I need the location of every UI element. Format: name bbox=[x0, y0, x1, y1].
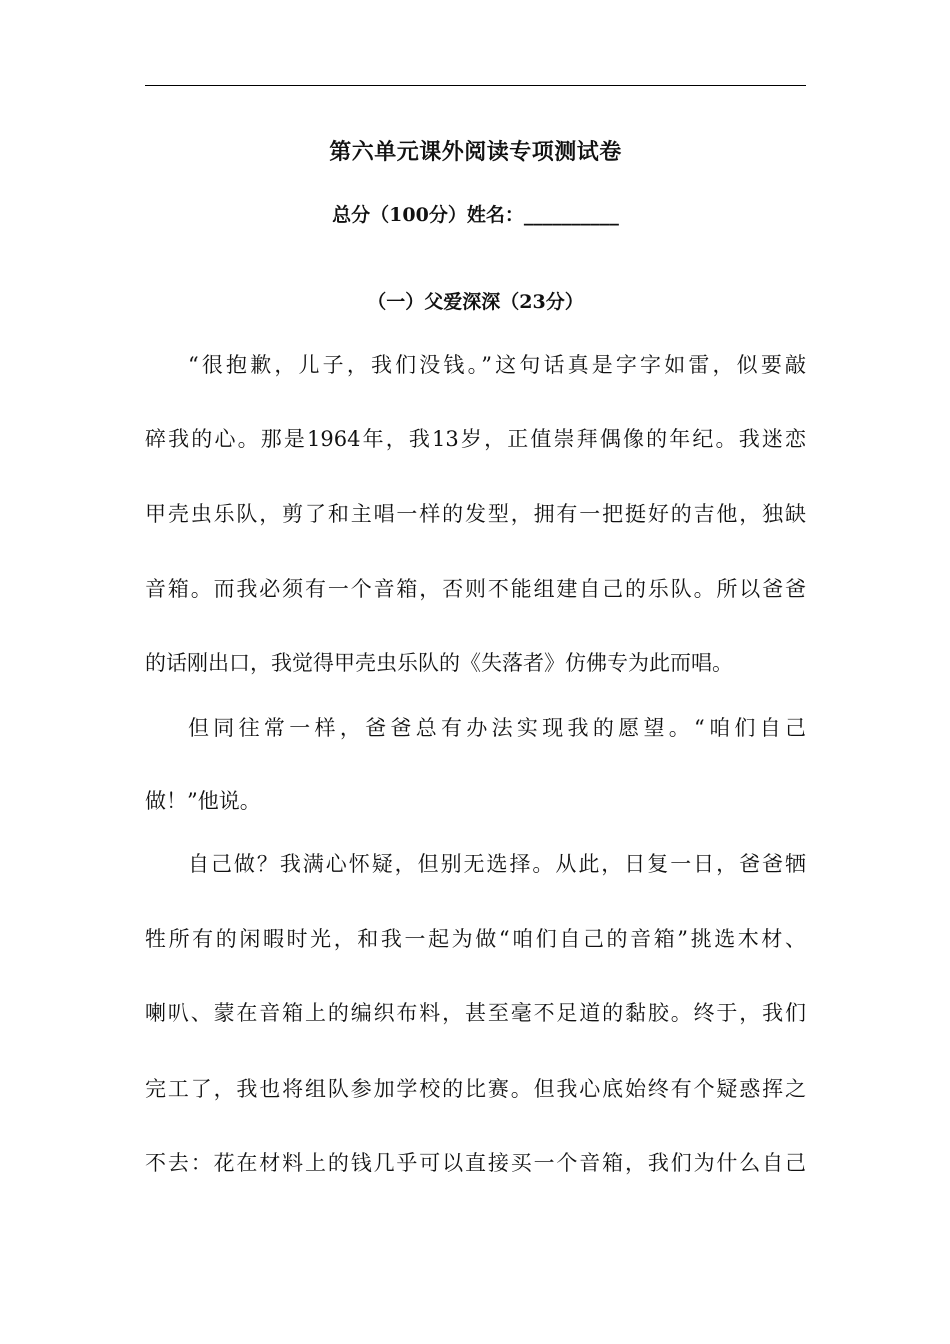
paragraph-line: 不去：花在材料上的钱几乎可以直接买一个音箱，我们为什么自己 bbox=[145, 1151, 806, 1175]
paragraph-line: 碎我的心。那是1964年，我13岁，正值崇拜偶像的年纪。我迷恋 bbox=[145, 427, 806, 451]
score-name-line: 总分（100分）姓名：__________ bbox=[332, 204, 619, 226]
paragraph-line: 的话刚出口，我觉得甲壳虫乐队的《失落者》仿佛专为此而唱。 bbox=[145, 651, 733, 675]
header-rule bbox=[145, 85, 806, 86]
section-heading: （一）父爱深深（23分） bbox=[367, 291, 584, 313]
paragraph-line: 牲所有的闲暇时光，和我一起为做“咱们自己的音箱”挑选木材、 bbox=[145, 927, 806, 951]
paragraph-line: 音箱。而我必须有一个音箱，否则不能组建自己的乐队。所以爸爸 bbox=[145, 577, 806, 601]
page-title: 第六单元课外阅读专项测试卷 bbox=[329, 139, 622, 165]
paragraph-line: 喇叭、蒙在音箱上的编织布料，甚至毫不足道的黏胶。终于，我们 bbox=[145, 1001, 806, 1025]
paragraph-line: 自己做？我满心怀疑，但别无选择。从此，日复一日，爸爸牺 bbox=[188, 852, 806, 876]
paragraph-line: 完工了，我也将组队参加学校的比赛。但我心底始终有个疑惑挥之 bbox=[145, 1077, 806, 1101]
paragraph-line: 但同往常一样，爸爸总有办法实现我的愿望。“咱们自己 bbox=[188, 716, 806, 740]
paragraph-line: 做！”他说。 bbox=[145, 789, 261, 813]
paragraph-line: “很抱歉，儿子，我们没钱。”这句话真是字字如雷，似要敲 bbox=[188, 353, 806, 377]
paragraph-line: 甲壳虫乐队，剪了和主唱一样的发型，拥有一把挺好的吉他，独缺 bbox=[145, 502, 806, 526]
